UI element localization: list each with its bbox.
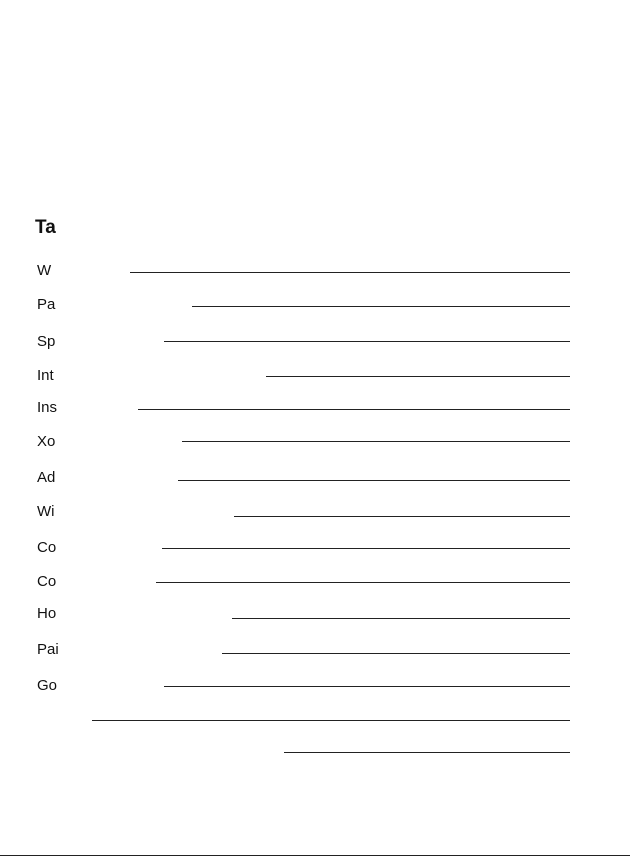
toc-entry-label: Sp <box>37 333 56 350</box>
toc-entry-label: Ho <box>37 605 57 622</box>
toc-leader-line <box>234 516 570 517</box>
toc-leader-line <box>164 686 570 687</box>
toc-entry-label: Pai <box>37 641 59 658</box>
toc-leader-line <box>192 306 570 307</box>
toc-leader-line <box>138 409 570 410</box>
toc-entry-label: Pa <box>37 296 56 313</box>
toc-entry-label: Go <box>37 677 58 694</box>
toc-entry-label: Ins <box>37 399 58 416</box>
toc-leader-line <box>162 548 570 549</box>
toc-leader-line <box>182 441 570 442</box>
toc-leader-line <box>130 272 570 273</box>
toc-leader-line <box>266 376 570 377</box>
toc-entry-label: Xo <box>37 433 56 450</box>
toc-leader-line <box>284 752 570 753</box>
toc-leader-line <box>178 480 570 481</box>
toc-entry-label: Wi <box>37 503 55 520</box>
toc-entry-label: Co <box>37 539 57 556</box>
toc-leader-line <box>164 341 570 342</box>
toc-leader-line <box>156 582 570 583</box>
toc-leader-line <box>222 653 570 654</box>
page-bottom-divider <box>0 855 630 856</box>
toc-leader-line <box>232 618 570 619</box>
toc-entry-label: Ad <box>37 469 56 486</box>
toc-title: Ta <box>35 217 56 238</box>
toc-entry-label: Co <box>37 573 57 590</box>
toc-entry-label: Int <box>37 367 54 384</box>
toc-entry-label: W <box>37 262 52 279</box>
toc-leader-line <box>92 720 570 721</box>
